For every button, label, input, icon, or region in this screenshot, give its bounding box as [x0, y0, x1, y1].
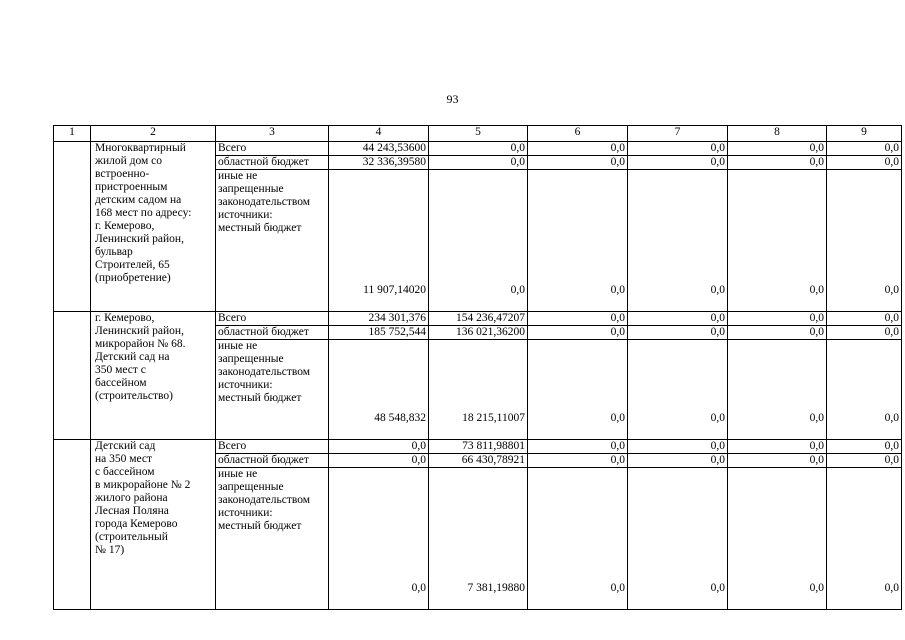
page-number: 93 — [446, 92, 459, 106]
amount-cell: 18 215,11007 — [429, 340, 528, 440]
amount-cell: 0,0 — [728, 454, 827, 468]
funding-source-label: областной бюджет — [216, 156, 329, 170]
amount-cell: 0,0 — [628, 468, 728, 610]
amount-cell: 48 548,832 — [329, 340, 429, 440]
object-name: Многоквартирный жилой дом со встроенно- пристроенным детским садом на 168 мест по адресу: г. Кемерово, Ленинский район, бульвар Строителей, 65 (приобретение) — [91, 142, 216, 312]
amount-cell: 0,0 — [827, 326, 902, 340]
amount-cell: 0,0 — [728, 440, 827, 454]
table-row — [54, 312, 902, 326]
amount-cell: 0,0 — [827, 340, 902, 440]
amount-cell: 185 752,544 — [329, 326, 429, 340]
funding-source-label: областной бюджет — [216, 326, 329, 340]
row-number — [54, 142, 91, 312]
row-number — [54, 440, 91, 610]
column-header: 3 — [216, 126, 329, 142]
table-body — [54, 142, 902, 610]
column-header: 4 — [329, 126, 429, 142]
column-header: 6 — [528, 126, 628, 142]
amount-cell: 0,0 — [827, 170, 902, 312]
table-row — [54, 440, 902, 454]
amount-cell: 0,0 — [528, 326, 628, 340]
amount-cell: 0,0 — [528, 468, 628, 610]
funding-source-label: Всего — [216, 312, 329, 326]
amount-cell: 0,0 — [329, 468, 429, 610]
amount-cell: 0,0 — [628, 440, 728, 454]
funding-source-label: областной бюджет — [216, 454, 329, 468]
amount-cell: 0,0 — [528, 170, 628, 312]
amount-cell: 0,0 — [528, 142, 628, 156]
amount-cell: 0,0 — [528, 440, 628, 454]
column-header: 7 — [628, 126, 728, 142]
amount-cell: 11 907,14020 — [329, 170, 429, 312]
amount-cell: 0,0 — [628, 312, 728, 326]
funding-source-label: иные не запрещенные законодательством источники: местный бюджет — [216, 340, 329, 440]
amount-cell: 0,0 — [628, 454, 728, 468]
amount-cell: 0,0 — [528, 340, 628, 440]
amount-cell: 0,0 — [628, 326, 728, 340]
amount-cell: 0,0 — [827, 454, 902, 468]
column-header: 1 — [54, 126, 91, 142]
amount-cell: 32 336,39580 — [329, 156, 429, 170]
amount-cell: 44 243,53600 — [329, 142, 429, 156]
amount-cell: 0,0 — [628, 142, 728, 156]
row-number — [54, 312, 91, 440]
header-row — [54, 126, 902, 142]
amount-cell: 0,0 — [628, 340, 728, 440]
amount-cell: 0,0 — [827, 468, 902, 610]
amount-cell: 234 301,376 — [329, 312, 429, 326]
budget-table — [53, 125, 902, 610]
amount-cell: 0,0 — [329, 454, 429, 468]
funding-source-label: Всего — [216, 440, 329, 454]
amount-cell: 0,0 — [728, 142, 827, 156]
object-name: г. Кемерово, Ленинский район, микрорайон № 68. Детский сад на 350 мест с бассейном (строительство) — [91, 312, 216, 440]
amount-cell: 0,0 — [429, 156, 528, 170]
column-header: 8 — [728, 126, 827, 142]
amount-cell: 0,0 — [728, 312, 827, 326]
amount-cell: 0,0 — [528, 312, 628, 326]
amount-cell: 0,0 — [728, 340, 827, 440]
amount-cell: 0,0 — [728, 170, 827, 312]
amount-cell: 0,0 — [528, 156, 628, 170]
table-row — [54, 142, 902, 156]
amount-cell: 0,0 — [528, 454, 628, 468]
amount-cell: 0,0 — [429, 170, 528, 312]
amount-cell: 0,0 — [827, 312, 902, 326]
amount-cell: 0,0 — [628, 156, 728, 170]
funding-source-label: иные не запрещенные законодательством источники: местный бюджет — [216, 170, 329, 312]
amount-cell: 0,0 — [827, 440, 902, 454]
amount-cell: 154 236,47207 — [429, 312, 528, 326]
amount-cell: 0,0 — [728, 468, 827, 610]
column-header: 9 — [827, 126, 902, 142]
amount-cell: 73 811,98801 — [429, 440, 528, 454]
funding-source-label: Всего — [216, 142, 329, 156]
amount-cell: 0,0 — [329, 440, 429, 454]
column-header: 2 — [91, 126, 216, 142]
amount-cell: 0,0 — [728, 326, 827, 340]
column-header: 5 — [429, 126, 528, 142]
amount-cell: 66 430,78921 — [429, 454, 528, 468]
amount-cell: 0,0 — [827, 142, 902, 156]
object-name: Детский сад на 350 мест с бассейном в микрорайоне № 2 жилого района Лесная Поляна города Кемерово (строительный № 17) — [91, 440, 216, 610]
amount-cell: 0,0 — [628, 170, 728, 312]
amount-cell: 7 381,19880 — [429, 468, 528, 610]
amount-cell: 0,0 — [728, 156, 827, 170]
funding-source-label: иные не запрещенные законодательством источники: местный бюджет — [216, 468, 329, 610]
amount-cell: 0,0 — [827, 156, 902, 170]
amount-cell: 0,0 — [429, 142, 528, 156]
amount-cell: 136 021,36200 — [429, 326, 528, 340]
